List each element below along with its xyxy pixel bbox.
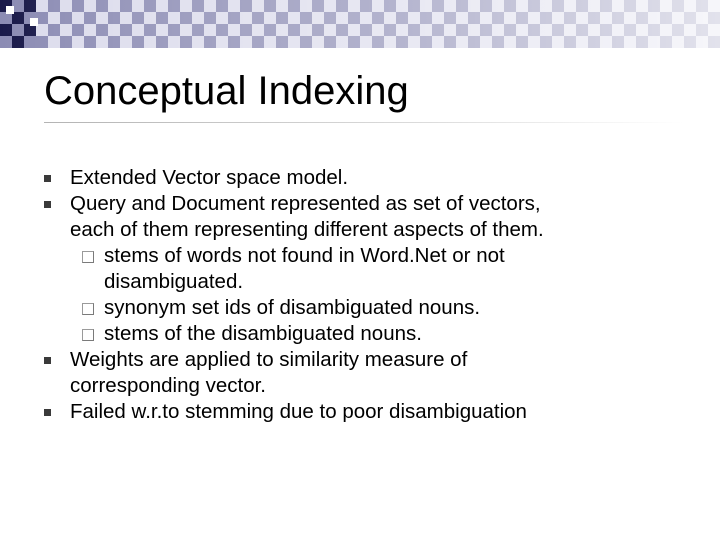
square-bullet-icon [44,357,51,364]
title-divider [44,122,684,123]
bullet-text-line: Weights are applied to similarity measure of [70,348,468,371]
bullet-text: Failed w.r.to stemming due to poor disambiguation [70,400,527,423]
sub-bullet-text-line: synonym set ids of disambiguated nouns. [104,296,481,319]
checkerboard-header-decoration [0,0,720,50]
slide-title: Conceptual Indexing [44,69,409,113]
square-bullet-icon [44,409,51,416]
checkbox-bullet-icon [82,251,94,263]
sub-bullet-item [70,295,684,321]
bullet-item [44,399,684,425]
sub-bullet-item [70,321,684,347]
checkbox-bullet-icon [82,329,94,341]
square-bullet-icon [44,175,51,182]
square-bullet-icon [44,201,51,208]
sub-bullet-text-line: stems of the disambiguated nouns. [104,322,422,345]
bullet-text-line: corresponding vector. [70,374,267,397]
bullet-item [44,347,684,399]
bullet-list [44,165,684,425]
sub-bullet-item [70,243,684,295]
checkbox-bullet-icon [82,303,94,315]
bullet-item [44,191,684,347]
bullet-item [44,165,684,191]
sub-bullet-text-line: stems of words not found in Word.Net or not [104,244,505,267]
sub-bullet-list [70,243,684,347]
bullet-text-line: each of them representing different aspects of them. [70,218,544,241]
sub-bullet-text-line: disambiguated. [104,270,244,293]
bullet-text: Extended Vector space model. [70,166,349,189]
bullet-text-line: Query and Document represented as set of vectors, [70,192,541,215]
